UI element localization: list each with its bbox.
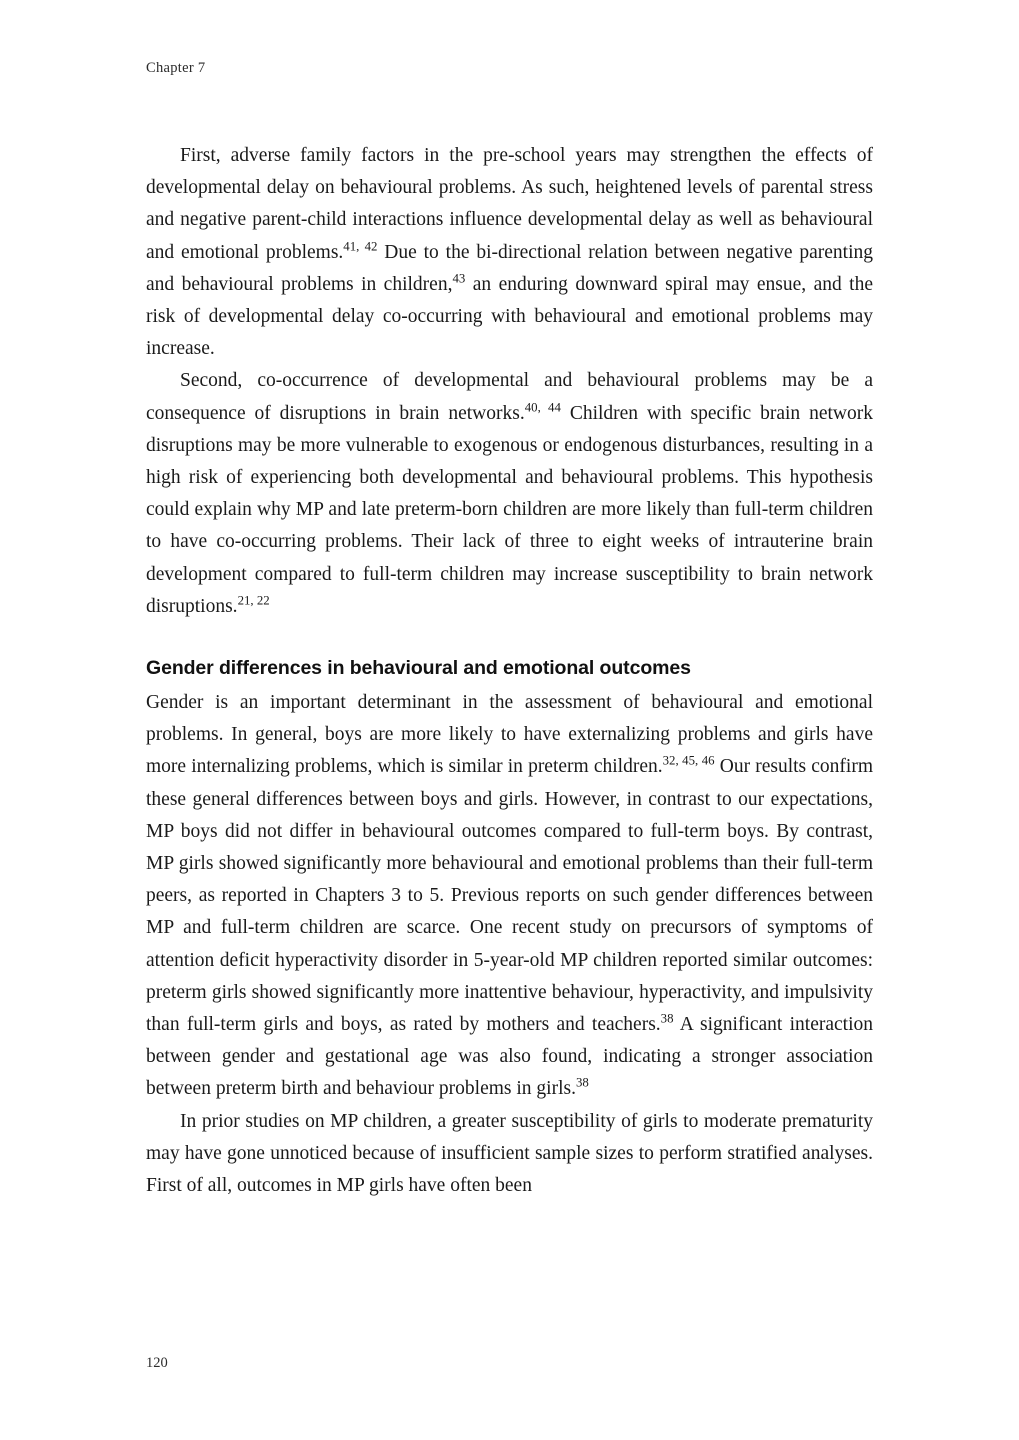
- running-head: Chapter 7: [146, 60, 206, 76]
- section-heading: Gender differences in behavioural and emotional outcomes: [146, 657, 691, 680]
- paragraph-first: First, adverse family factors in the pre-school years may strengthen the effects of developmental delay on behavioural problems. As such, heightened levels of parental stress and negative parent-child interactions influence developmental delay as well as behavioural and emotional problems.$^{41, 42}$ Due to the bi-directional relation between negative parenting and behavioural problems in children,$^{43}$ an enduring downward spiral may ensue, and the risk of developmental delay co-occurring with behavioural and emotional problems may increase.: [146, 145, 873, 360]
- page-body: [146, 140, 873, 1202]
- reference-superscript: 38: [660, 1011, 674, 1026]
- reference-superscript: 32, 45, 46: [662, 753, 715, 768]
- paragraph-gender: Gender is an important determinant in the assessment of behavioural and emotional problems. In general, boys are more likely to have externalizing problems and girls have more internalizing problems, which is similar in preterm children.$^{32, 45, 46}$ Our results confirm these general differences between boys and girls. However, in contrast to our expectations, MP boys did not differ in behavioural outcomes compared to full-term boys. By contrast, MP girls showed significantly more behavioural and emotional problems than their full-term peers, as reported in Chapters 3 to 5. Previous reports on such gender differences between MP and full-term children are scarce. One recent study on precursors of symptoms of attention deficit hyperactivity disorder in 5-year-old MP children reported similar outcomes: preterm girls showed significantly more inattentive behaviour, hyperactivity, and impulsivity than full-term girls and boys, as rated by mothers and teachers.$^{38}$ A significant interaction between gender and gestational age was also found, indicating a stronger association between preterm birth and behaviour problems in girls.$^{38}$: [146, 692, 873, 1100]
- paragraph-second: Second, co-occurrence of developmental and behavioural problems may be a consequence of disruptions in brain networks.$^{40, 44}$ Children with specific brain network disruptions may be more vulnerable to exogenous or endogenous disturbances, resulting in a high risk of experiencing both developmental and behavioural problems. This hypothesis could explain why MP and late preterm-born children are more likely than full-term children to have co-occurring problems. Their lack of three to eight weeks of intrauterine brain development compared to full-term children may increase susceptibility to brain network disruptions.$^{21, 22}$: [146, 370, 873, 617]
- paragraph-prior-studies: In prior studies on MP children, a greater susceptibility of girls to moderate prematurity may have gone unnoticed because of insufficient sample sizes to perform stratified analyses. First of all, outcomes in MP girls have often been: [146, 1110, 873, 1197]
- reference-superscript: 40, 44: [524, 400, 561, 415]
- reference-superscript: 43: [452, 271, 466, 286]
- reference-superscript: 38: [575, 1075, 589, 1090]
- reference-superscript: 41, 42: [343, 239, 378, 254]
- page-number: 120: [146, 1355, 168, 1371]
- reference-superscript: 21, 22: [237, 593, 270, 608]
